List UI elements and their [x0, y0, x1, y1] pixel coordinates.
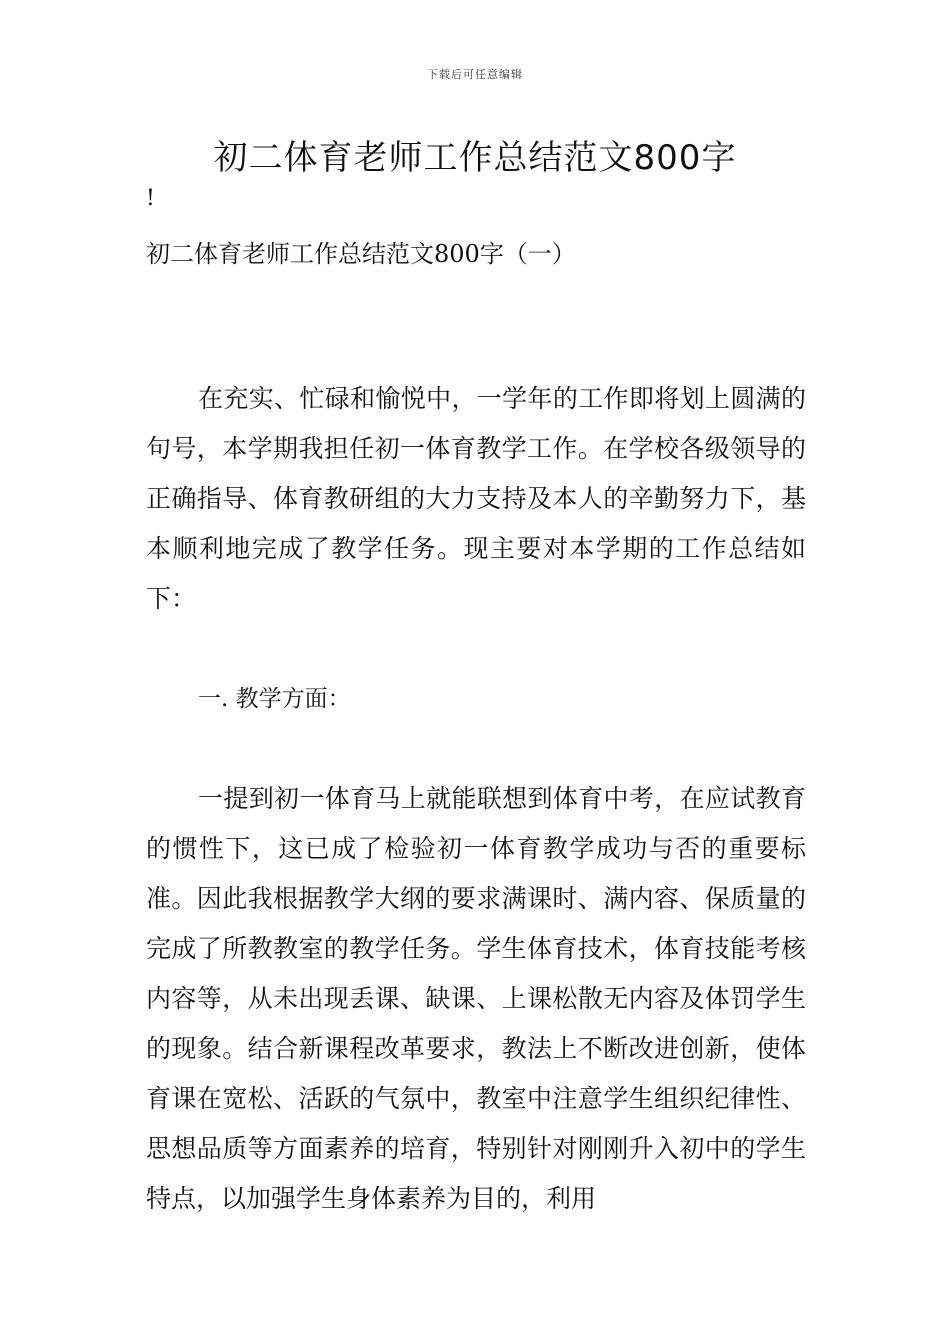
- document-subtitle: 初二体育老师工作总结范文800字（一）: [146, 240, 576, 268]
- document-title: 初二体育老师工作总结范文800字: [213, 138, 737, 178]
- teaching-paragraph: 一提到初一体育马上就能联想到体育中考，在应试教育的惯性下，这已成了检验初一体育教学成功与否的重要标准。因此我根据教学大纲的要求满课时、满内容、保质量的完成了所教教室的教学任务。学生体育技术，体育技能考核内容等，从未出现丢课、缺课、上课松散无内容及体罚学生的现象。结合新课程改革要求，教法上不断改进创新，使体育课在宽松、活跃的气氛中，教室中注意学生组织纪律性、思想品质等方面素养的培育，特别针对刚刚升入初中的学生特点，以加强学生身体素养为目的，利用: [146, 784, 806, 1213]
- intro-paragraph: 在充实、忙碌和愉悦中，一学年的工作即将划上圆满的句号，本学期我担任初一体育教学工作。在学校各级领导的正确指导、体育教研组的大力支持及本人的辛勤努力下，基本顺利地完成了教学任务。现主要对本学期的工作总结如下：: [146, 384, 806, 613]
- exclamation-mark: !: [146, 186, 155, 211]
- header-note: 下载后可任意编辑: [427, 68, 523, 81]
- section-heading-teaching: 一. 教学方面：: [198, 686, 351, 712]
